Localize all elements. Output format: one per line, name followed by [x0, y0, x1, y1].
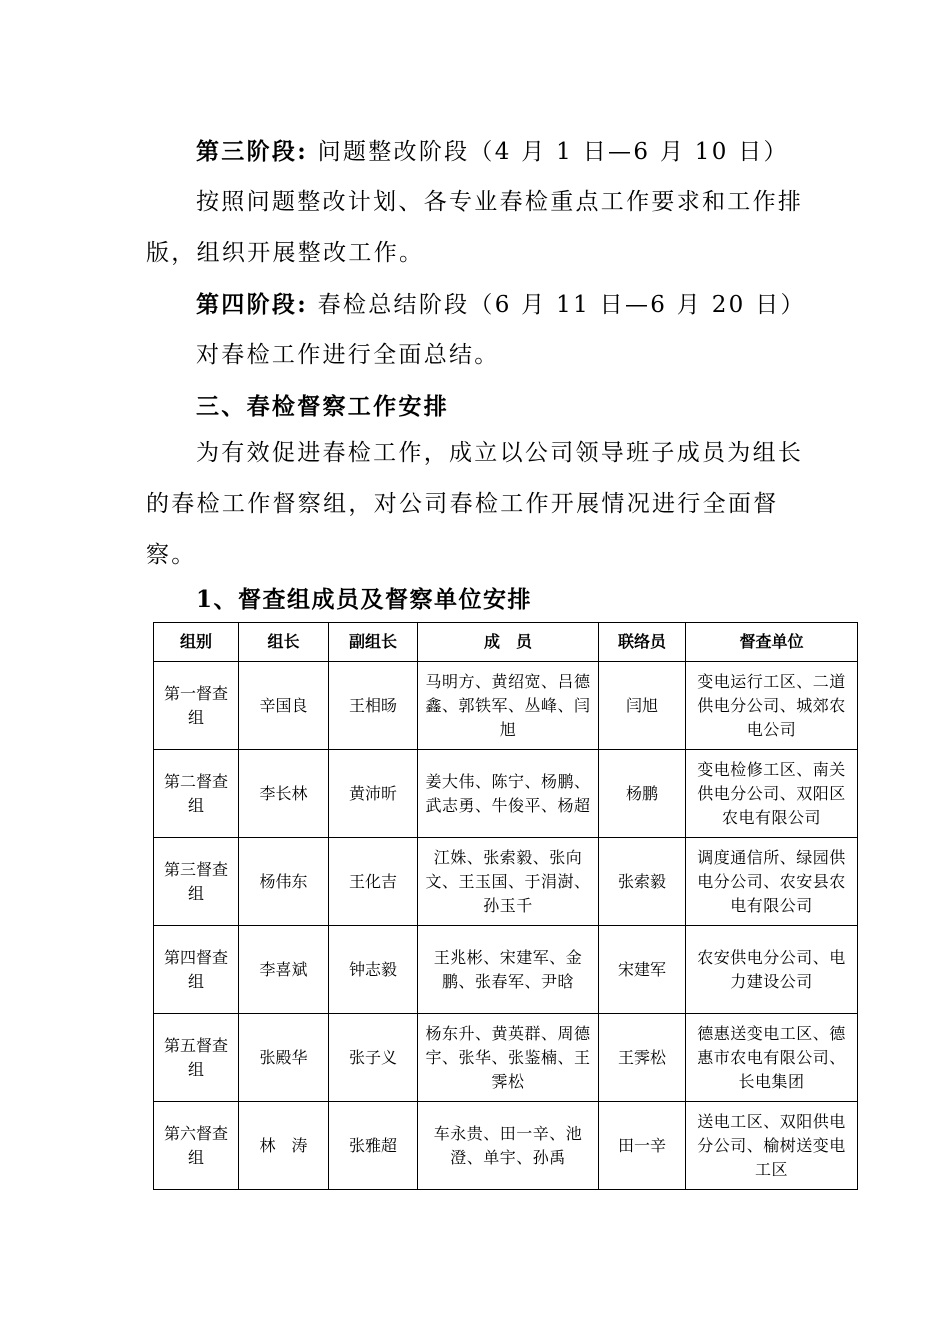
cell-group: 第一督查组 — [154, 662, 239, 750]
cell-deputy: 钟志毅 — [329, 926, 418, 1014]
cell-members: 杨东升、黄英群、周德宇、张华、张鉴楠、王霁松 — [418, 1014, 599, 1102]
cell-members: 王兆彬、宋建军、金鹏、张春军、尹晗 — [418, 926, 599, 1014]
cell-units: 调度通信所、绿园供电分公司、农安县农电有限公司 — [686, 838, 858, 926]
section3-heading: 三、春检督察工作安排 — [196, 393, 449, 420]
stage3-text: 问题整改阶段（4 月 1 日—6 月 10 日） — [317, 139, 789, 165]
cell-group: 第五督查组 — [154, 1014, 239, 1102]
cell-deputy: 张雅超 — [329, 1102, 418, 1190]
table-row — [154, 1014, 858, 1102]
header-members: 成 员 — [418, 623, 599, 662]
stage4-label: 第四阶段: — [196, 291, 308, 318]
cell-deputy: 王化吉 — [329, 838, 418, 926]
cell-leader: 张殿华 — [239, 1014, 329, 1102]
cell-group: 第四督查组 — [154, 926, 239, 1014]
cell-group: 第二督查组 — [154, 750, 239, 838]
cell-liaison: 张索毅 — [599, 838, 686, 926]
cell-leader: 李喜斌 — [239, 926, 329, 1014]
section3-body: 为有效促进春检工作，成立以公司领导班子成员为组长的春检工作督察组，对公司春检工作开展情况进行全面督察。 — [146, 440, 804, 568]
cell-leader: 林 涛 — [239, 1102, 329, 1190]
header-liaison: 联络员 — [599, 623, 686, 662]
header-leader: 组长 — [239, 623, 329, 662]
stage4-text: 春检总结阶段（6 月 11 日—6 月 20 日） — [317, 292, 806, 318]
cell-group: 第三督查组 — [154, 838, 239, 926]
cell-members: 马明方、黄绍宽、吕德鑫、郭铁军、丛峰、闫旭 — [418, 662, 599, 750]
cell-units: 送电工区、双阳供电分公司、榆树送变电工区 — [686, 1102, 858, 1190]
cell-units: 变电检修工区、南关供电分公司、双阳区农电有限公司 — [686, 750, 858, 838]
table-row — [154, 662, 858, 750]
cell-units: 农安供电分公司、电力建设公司 — [686, 926, 858, 1014]
cell-deputy: 黄沛昕 — [329, 750, 418, 838]
cell-deputy: 张子义 — [329, 1014, 418, 1102]
cell-units: 变电运行工区、二道供电分公司、城郊农电公司 — [686, 662, 858, 750]
stage4-detail: 对春检工作进行全面总结。 — [196, 342, 500, 368]
inspection-group-table — [153, 622, 858, 1190]
cell-group: 第六督查组 — [154, 1102, 239, 1190]
cell-leader: 杨伟东 — [239, 838, 329, 926]
cell-members: 江姝、张索毅、张向文、王玉国、于涓澍、孙玉千 — [418, 838, 599, 926]
stage3-detail: 按照问题整改计划、各专业春检重点工作要求和工作排版，组织开展整改工作。 — [146, 189, 804, 266]
cell-members: 姜大伟、陈宁、杨鹏、武志勇、牛俊平、杨超 — [418, 750, 599, 838]
table-row — [154, 926, 858, 1014]
cell-deputy: 王相旸 — [329, 662, 418, 750]
cell-units: 德惠送变电工区、德惠市农电有限公司、长电集团 — [686, 1014, 858, 1102]
header-deputy: 副组长 — [329, 623, 418, 662]
stage3-label: 第三阶段: — [196, 138, 308, 165]
stage3-line — [146, 126, 806, 178]
cell-leader: 李长林 — [239, 750, 329, 838]
table-row — [154, 750, 858, 838]
header-units: 督查单位 — [686, 623, 858, 662]
cell-liaison: 闫旭 — [599, 662, 686, 750]
header-group: 组别 — [154, 623, 239, 662]
cell-members: 车永贵、田一辛、池澄、单宇、孙禹 — [418, 1102, 599, 1190]
table-row — [154, 838, 858, 926]
stage4-line — [146, 279, 806, 331]
cell-liaison: 田一辛 — [599, 1102, 686, 1190]
cell-liaison: 宋建军 — [599, 926, 686, 1014]
cell-liaison: 杨鹏 — [599, 750, 686, 838]
subsection1-heading: 1、督查组成员及督察单位安排 — [196, 586, 533, 613]
cell-liaison: 王霁松 — [599, 1014, 686, 1102]
table-header-row — [154, 623, 858, 662]
table-row — [154, 1102, 858, 1190]
cell-leader: 辛国良 — [239, 662, 329, 750]
